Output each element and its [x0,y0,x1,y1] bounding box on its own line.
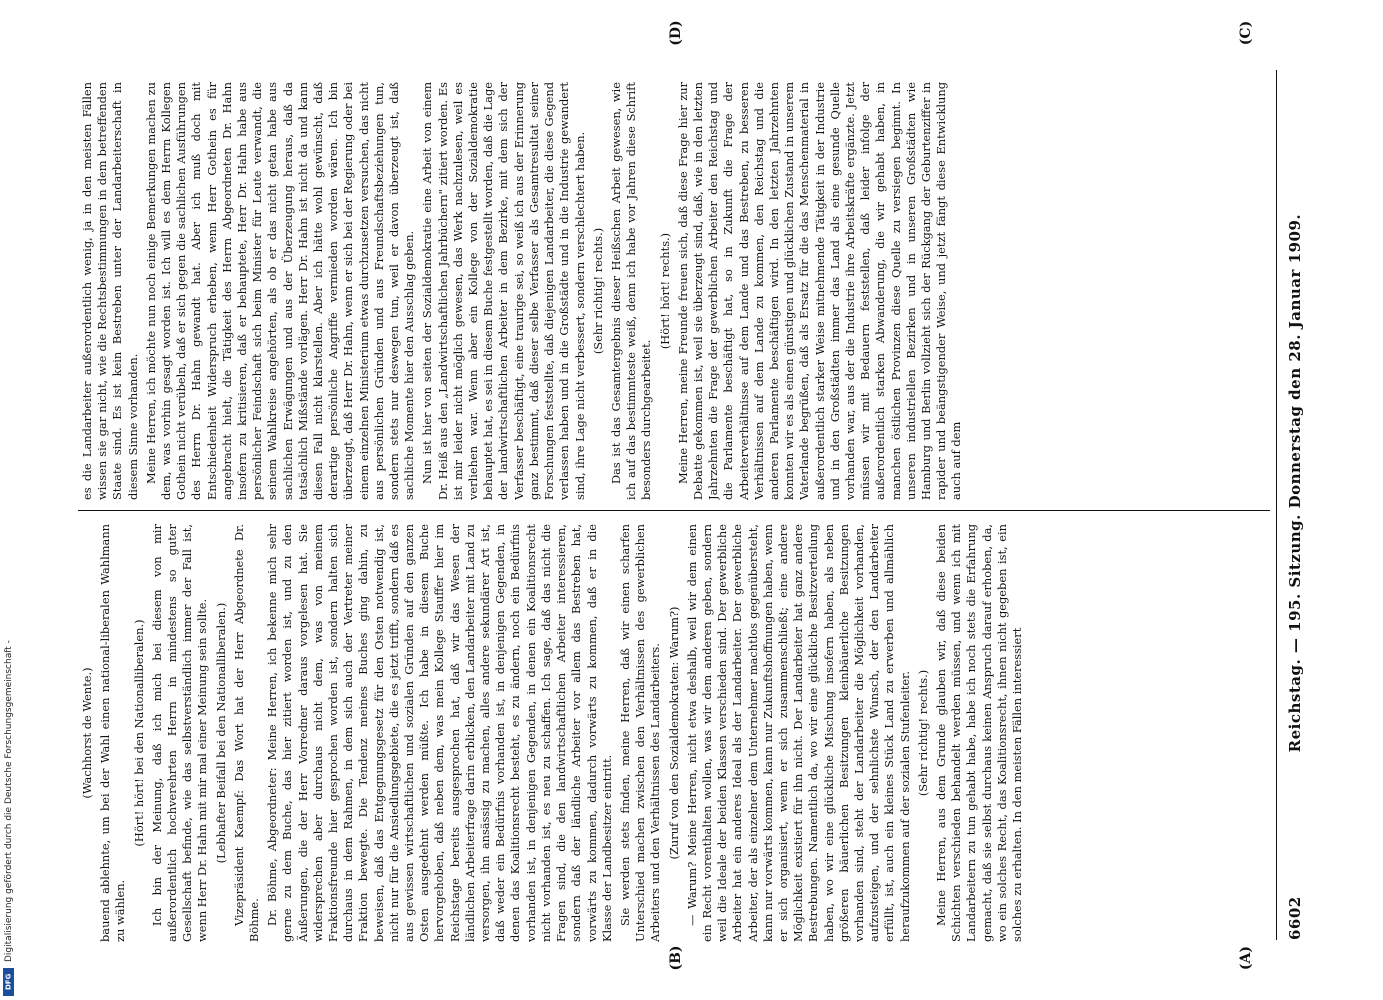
interjection-line: (Zuruf von den Sozialdemokraten: Warum?) [666,606,681,860]
text-paragraph: — Warum? Meine Herren, nicht etwa deshalb, weil wir dem einen ein Recht vorenthalten wollen, was wir dem anderen geben, sondern weil die Ideale der beiden Klassen verschieden sind. Der gewerbliche Arbeiter hat ein anderes Ideal als der Landarbeiter. Der gewerbliche Arbeiter, der als einzelner dem Unternehmer machtlos gegenübersteht, kann nur vorwärts kommen, kann nur Zukunftshoffnungen haben, wenn er sich organisiert, wenn er sich zusammenschließt; eine andere Möglichkeit existiert für ihn nicht. Der Landarbeiter hat ganz andere Bestrebungen. Namentlich da, wo wir eine glückliche Besitzverteilung haben, wo wir eine glückliche Mischung insofern haben, als neben größeren bäuerlichen Besitzungen kleinbäuerliche Besitzungen vorhanden sind, steht der Landarbeiter die Möglichkeit vorhanden, aufzusteigen, und der sehnlichste Wunsch, der den Landarbeiter erfüllt, ist, auch ein kleines Stück Land zu erwerben und allmählich heraufzukommen auf der sozialen Stufenleiter. [684,524,912,942]
interjection-line: (Hört! hört! rechts.) [657,232,672,350]
text-paragraph: Meine Herren, meine Freunde freuen sich, daß diese Frage hier zur Debatte gekommen ist, weil sie überzeugt sind, daß, wie in den letzten Jahrzehnten die Frage der gewerblichen Arbeiter den Reichstag und die Parlamente beschäftigt hat, so in Zukunft die Frage der Arbeiterverhältnisse auf dem Lande und das Bestreben, zu besseren Verhältnissen auf dem Lande zu kommen, den Reichstag und die anderen Parlamente beschäftigen wird. In den letzten Jahrzehnten konnten wir es als einen günstigen und glücklichen Zustand in unserem Vaterlande begrüßen, daß als Ersatz für die das Menschenmaterial in außerordentlich starker Weise mitnehmende Tätigkeit in der Industrie und in den Großstädten immer das Land als eine gesunde Quelle vorhanden war, aus der die Industrie ihre Arbeitskräfte ergänzte. Jetzt müssen wir mit Bedauern feststellen, daß leider infolge der außerordentlich starken Abwanderung, die wir gehabt haben, in manchen östlichen Provinzen diese Quelle zu versiegen beginnt. In unseren industriellen Bezirken und in unseren Großstädten wie Hamburg und Berlin vollzieht sich der Rückgang der Geburtenziffer in rapider und beängstigender Weise, und jetzt fängt diese Entwicklung auch auf dem [675,82,964,500]
margin-marker-b: (B) [668,945,684,971]
text-paragraph: es die Landarbeiter außerordentlich wenig, ja in den meisten Fällen wissen sie gar nicht, wie die Rechtsbestimmungen in dem betreffenden Staate sind. Es ist kein Bestreben unter der Landarbeiterschaft in diesem Sinne vorhanden. [80,82,140,500]
text-paragraph: Meine Herren, aus dem Grunde glauben wir, daß diese beiden Schichten verschieden behandelt werden müssen, und wenn ich mit Landarbeitern zu tun gehabt habe, habe ich noch stets die Erfahrung gemacht, daß sie selbst durchaus keinen Anspruch darauf erhoben, da, wo ein solches Recht, das Koalitionsrecht, ihnen nicht gegeben ist, ein solches zu erhalten. In den meisten Fällen interessiert [933,524,1024,942]
interjection-line: (Lebhafter Beifall bei den Nationalliberalen.) [213,602,228,864]
header-rule [1276,70,1277,940]
column-divider [78,510,1270,511]
margin-marker-d: (D) [668,20,684,46]
interjection-line: (Sehr richtig! rechts.) [915,669,930,797]
text-paragraph: Vizepräsident Kaempf: Das Wort hat der Herr Abgeordnete Dr. Böhme. [231,524,262,942]
text-paragraph: Ich bin der Meinung, daß ich mich bei diesem von mir außerordentlich hochverehrten Herrn in mindestens so guter Gesellschaft befinde, wie das selbstverständlich immer der Fall ist, wenn Herr Dr. Hahn mit mir mal einer Meinung sein sollte. [149,524,210,942]
left-column [80,524,1270,942]
page-header-title: Reichstag. — 195. Sitzung. Donnerstag den 28. Januar 1909. [1286,213,1304,753]
text-paragraph: Nun ist hier von seiten der Sozialdemokratie eine Arbeit von einem Dr. Heiß aus den „Landwirtschaftlichen Jahrbüchern" zitiert worden. Es ist mir leider nicht möglich gewesen, das Werk nachzulesen, weil es verliehen war. Wenn aber ein Kollege von der Sozialdemokratie behauptet hat, es sei in diesem Buche festgestellt worden, daß die Lage der landwirtschaftlichen Arbeiter in dem Bezirke, mit dem sich der Verfasser beschäftigt, eine traurige sei, so weiß ich aus der Erinnerung ganz bestimmt, daß dieser selbe Verfasser als Gesamtresultat seiner Forschungen feststellte, daß diejenigen Landarbeiter, die diese Gegend verlassen haben und in die Großstädte und in die Industrie gewandert sind, ihre Lage nicht verbessert, sondern verschlechtert haben. [420,82,587,500]
interjection-line: (Sehr richtig! rechts.) [590,227,605,355]
interjection-line: (Wachhorst de Wente.) [80,667,94,799]
dfg-logo: DFG [4,968,15,996]
margin-marker-a: (A) [1238,945,1254,971]
text-paragraph: bauend ablehnte, um bei der Wahl einen national-liberalen Wahlmann zu wählen. [98,524,128,942]
margin-marker-c: (C) [1238,20,1254,46]
text-paragraph: Dr. Böhme, Abgeordneter: Meine Herren, ich bekenne mich sehr gerne zu dem Buche, das hier zitiert worden ist, und zu den Äußerungen, die der Herr Vorredner daraus vorgelesen hat. Sie widersprechen aber durchaus nicht dem, was von meinem Fraktionsfreunde hier gesprochen worden ist, sondern halten sich durchaus in dem Rahmen, in dem sich auch der Vertreter meiner Fraktion bewegte. Die Tendenz meines Buches ging dahin, zu beweisen, daß das Entgegnungsgesetz für den Osten notwendig ist, nicht nur für die Ansiedlungsgebiete, die es jetzt trifft, sondern daß es aus gewissen wirtschaftlichen und sozialen Gründen auf den ganzen Osten ausgedehnt werden müßte. Ich habe in diesem Buche hervorgehoben, daß neben dem, was mein Kollege Stauffer hier im Reichstage bereits ausgesprochen hat, daß wir das Wesen der ländlichen Arbeiterfrage darin erblicken, den Landarbeiter mit Land zu versorgen, ihn ansässig zu machen, alles andere sekundärer Art ist, daß weder ein Bedürfnis vorhanden ist, in denjenigen Gegenden, in denen das Koalitionsrecht besteht, es zu ändern, noch ein Bedürfnis vorhanden ist, in denjenigen Gegenden, in denen ein Koalitionsrecht nicht vorhanden ist, es neu zu schaffen. Ich sage, daß das nicht die Fragen sind, die den landwirtschaftlichen Arbeiter interessieren, sondern daß der ländliche Arbeiter vor allem das Bestreben hat, vorwärts zu kommen, dadurch vorwärts zu kommen, daß er in die Klasse der Landbesitzer eintritt. [265,524,614,942]
page-header [1283,70,1307,940]
page-number: 6602 [1286,896,1304,940]
text-paragraph: Meine Herren, ich möchte nun noch einige Bemerkungen machen zu dem, was vorhin gesagt worden ist. Ich will es dem Herrn Kollegen Gothein nicht verübeln, daß er sich gegen die sachlichen Ausführungen des Herrn Dr. Hahn gewandt hat. Aber ich muß doch mit Entschiedenheit Widerspruch erheben, wenn Herr Gothein es für angebracht hielt, die Tätigkeit des Herrn Abgeordneten Dr. Hahn insofern zu kritisieren, daß er behauptete, Herr Dr. Hahn habe aus persönlicher Feindschaft sich beim Minister für Leute verwandt, die seinem Wahlkreise angehörten, als ob er das nicht getan habe aus sachlichen Erwägungen und aus der Überzeugung heraus, daß da tatsächlich Mißstände vorlägen. Herr Dr. Hahn ist nicht da und kann diesen Fall nicht klarstellen. Aber ich hätte wohl gewünscht, daß derartige persönliche Angriffe vermieden worden wären. Ich bin überzeugt, daß Herr Dr. Hahn, wenn er sich bei der Regierung oder bei einem einzelnen Ministerium etwas durchzusetzen versuchen, das nicht aus persönlichen Gründen und aus Freundschaftsbeziehungen tun, sondern stets nur deswegen tun, weil er davon überzeugt ist, daß sachliche Momente hier den Ausschlag geben. [143,82,417,500]
text-paragraph: Sie werden stets finden, meine Herren, daß wir einen scharfen Unterschied machen zwischen den Verhältnissen des gewerblichen Arbeiters und den Verhältnissen des Landarbeiters. [617,524,663,942]
credit-text: Digitalisierung gefördert durch die Deutsche Forschungsgemeinschaft - [4,640,14,962]
interjection-line: (Hört! hört! bei den Nationalliberalen.) [131,619,146,847]
text-paragraph: Das ist das Gesamtergebnis dieser Heißschen Arbeit gewesen, wie ich auf das bestimmteste weiß, denn ich habe vor Jahren diese Schrift besonders durchgearbeitet. [608,82,654,500]
right-column [80,82,1270,500]
